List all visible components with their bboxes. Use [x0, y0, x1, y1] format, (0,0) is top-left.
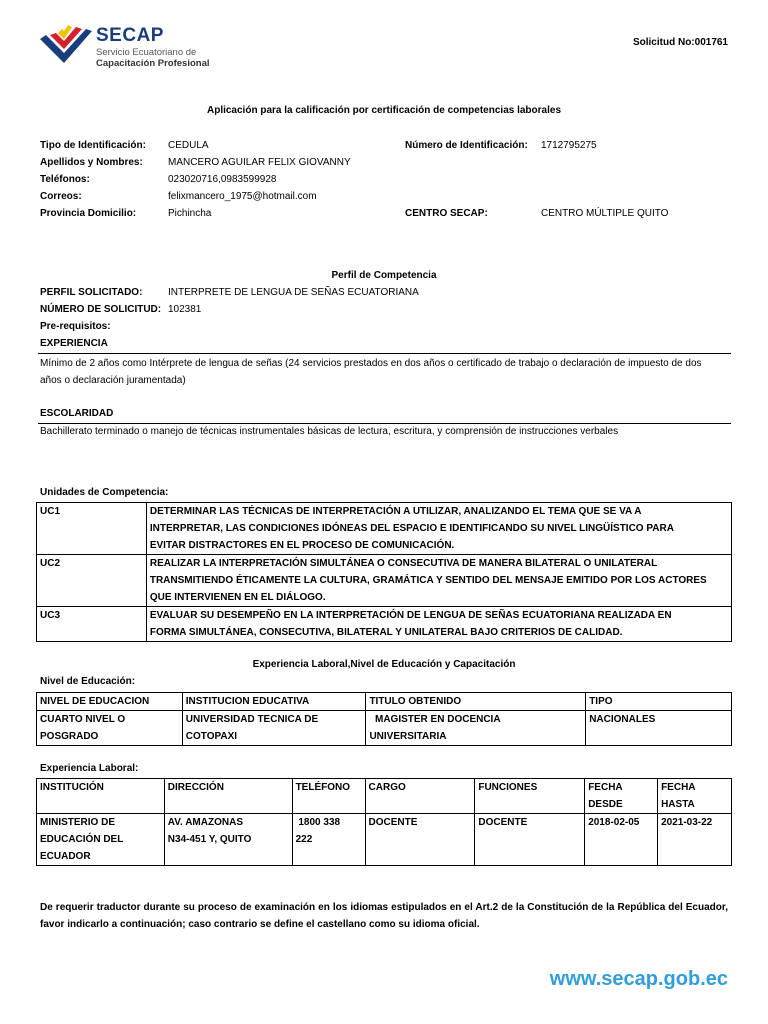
column-header: NIVEL DE EDUCACION	[37, 693, 183, 711]
column-header: CARGO	[365, 779, 475, 814]
provincia-label: Provincia Domicilio:	[40, 208, 137, 219]
nombres-label: Apellidos y Nombres:	[40, 157, 143, 168]
cell-line: POSGRADO	[40, 731, 99, 742]
experiencia-divider	[38, 353, 731, 354]
uc-description	[146, 555, 731, 607]
unidades-title: Unidades de Competencia:	[40, 487, 169, 498]
cell-line: COTOPAXI	[185, 731, 238, 742]
telefonos-label: Teléfonos:	[40, 174, 90, 185]
table-cell	[366, 711, 586, 746]
cell-line: NACIONALES	[589, 714, 656, 725]
experiencia-section-title: Experiencia Laboral,Nivel de Educación y Capacitación	[252, 659, 516, 670]
tipo-id-label: Tipo de Identificación:	[40, 140, 146, 151]
table-cell	[292, 814, 365, 866]
cell-line: UNIVERSIDAD TECNICA DE	[185, 714, 319, 725]
uc-line: FORMA SIMULTÁNEA, CONSECUTIVA, BILATERAL Y UNILATERAL BAJO CRITERIOS DE CALIDAD.	[149, 627, 623, 638]
uc-code: UC1	[37, 503, 147, 555]
centro-label: CENTRO SECAP:	[405, 208, 488, 219]
tipo-id-value: CEDULA	[168, 140, 209, 151]
experiencia-line-1: Mínimo de 2 años como Intérprete de lengua de señas (24 servicios prestados en dos años o certificado de trabajo o declaración de impuesto de dos	[40, 358, 702, 369]
cell-line: MAGISTER EN DOCENCIA	[369, 714, 501, 725]
column-header: TIPO	[586, 693, 732, 711]
num-id-value: 1712795275	[541, 140, 597, 151]
cell-line: EDUCACIÓN DEL	[40, 834, 124, 845]
table-row	[37, 711, 732, 746]
page-title: Aplicación para la calificación por certificación de competencias laborales	[206, 105, 562, 116]
perfil-section-title: Perfil de Competencia	[331, 270, 437, 281]
cell-line: DESDE	[588, 799, 623, 810]
centro-value: CENTRO MÚLTIPLE QUITO	[541, 208, 669, 219]
table-row	[37, 503, 732, 555]
translator-note: De requerir traductor durante su proceso de examinación en los idiomas estipulados en el Art.2 de la Constitución de la República del Ecuador, favor indicarlo a continuación; caso contrario se define el castellano como su idioma oficial.	[40, 902, 728, 930]
perfil-value: INTERPRETE DE LENGUA DE SEÑAS ECUATORIANA	[168, 287, 419, 298]
cell-line: 222	[295, 834, 313, 845]
brand-subtitle-1: Servicio Ecuatoriano de	[96, 47, 197, 58]
table-row	[37, 607, 732, 642]
uc-line: TRANSMITIENDO ÉTICAMENTE LA CULTURA, GRAMÁTICA Y SENTIDO DEL MENSAJE EMITIDO POR LOS ACTORES	[149, 575, 707, 586]
cell-line: ECUADOR	[40, 851, 91, 862]
correos-value: felixmancero_1975@hotmail.com	[168, 191, 317, 202]
escolaridad-value: Bachillerato terminado o manejo de técnicas instrumentales básicas de lectura, escritura, y comprensión de instrucciones verbales	[40, 426, 619, 437]
nivel-educacion-title: Nivel de Educación:	[40, 676, 136, 687]
table-header-row	[37, 779, 732, 814]
numero-solicitud-label: NÚMERO DE SOLICITUD:	[40, 304, 162, 315]
table-cell	[365, 814, 475, 866]
nivel-educacion-table	[36, 692, 732, 746]
column-header: FUNCIONES	[475, 779, 585, 814]
cell-line: 2021-03-22	[661, 817, 713, 828]
perfil-label: PERFIL SOLICITADO:	[40, 287, 143, 298]
table-cell	[586, 711, 732, 746]
experiencia-laboral-table	[36, 778, 732, 866]
uc-code: UC3	[37, 607, 147, 642]
uc-line: EVITAR DISTRACTORES EN EL PROCESO DE COMUNICACIÓN.	[149, 540, 455, 551]
table-cell	[37, 814, 165, 866]
uc-description	[146, 503, 731, 555]
cell-line: HASTA	[661, 799, 695, 810]
cell-line: FECHA	[661, 782, 696, 793]
secap-logo-icon	[38, 25, 94, 67]
table-cell	[585, 814, 658, 866]
uc-code: UC2	[37, 555, 147, 607]
table-cell	[475, 814, 585, 866]
escolaridad-label: ESCOLARIDAD	[40, 408, 114, 419]
solicitud-number: Solicitud No:001761	[632, 37, 728, 48]
correos-label: Correos:	[40, 191, 82, 202]
cell-line: N34-451 Y, QUITO	[167, 834, 252, 845]
column-header: INSTITUCIÓN	[37, 779, 165, 814]
uc-line: INTERPRETAR, LAS CONDICIONES IDÓNEAS DEL ESPACIO E IDENTIFICANDO SU NIVEL LINGÜÍSTICO PARA	[149, 523, 674, 534]
cell-line: AV. AMAZONAS	[167, 817, 243, 828]
cell-line: MINISTERIO DE	[40, 817, 116, 828]
cell-line: 1800 338	[295, 817, 341, 828]
website-link[interactable]: www.secap.gob.ec	[549, 968, 728, 990]
table-cell	[658, 814, 732, 866]
provincia-value: Pichincha	[168, 208, 212, 219]
table-cell	[37, 711, 183, 746]
cell-line: 2018-02-05	[588, 817, 640, 828]
column-header: DIRECCIÓN	[164, 779, 292, 814]
uc-line: DETERMINAR LAS TÉCNICAS DE INTERPRETACIÓN A UTILIZAR, ANALIZANDO EL TEMA QUE SE VA A	[149, 506, 642, 517]
numero-solicitud-value: 102381	[168, 304, 202, 315]
brand-name: SECAP	[96, 25, 164, 46]
table-header-row	[37, 693, 732, 711]
column-header: TELÉFONO	[292, 779, 365, 814]
table-cell	[164, 814, 292, 866]
cell-line: UNIVERSITARIA	[369, 731, 447, 742]
uc-line: REALIZAR LA INTERPRETACIÓN SIMULTÁNEA O CONSECUTIVA DE MANERA BILATERAL O UNILATERAL	[149, 558, 658, 569]
brand-subtitle-2: Capacitación Profesional	[96, 58, 210, 69]
uc-description	[146, 607, 731, 642]
uc-line: QUE INTERVIENEN EN EL DIÁLOGO.	[149, 592, 326, 603]
table-row	[37, 555, 732, 607]
table-cell	[182, 711, 366, 746]
secap-logo	[38, 25, 238, 70]
cell-line: DOCENTE	[478, 817, 528, 828]
uc-line: EVALUAR SU DESEMPEÑO EN LA INTERPRETACIÓN DE LENGUA DE SEÑAS ECUATORIANA REALIZADA EN	[149, 610, 672, 621]
experiencia-laboral-title: Experiencia Laboral:	[40, 763, 139, 774]
cell-line: FECHA	[588, 782, 623, 793]
experiencia-line-2: años o declaración juramentada)	[40, 375, 186, 386]
column-header	[585, 779, 658, 814]
telefonos-value: 023020716,0983599928	[168, 174, 277, 185]
experiencia-label: EXPERIENCIA	[40, 338, 108, 349]
column-header	[658, 779, 732, 814]
cell-line: DOCENTE	[368, 817, 418, 828]
num-id-label: Número de Identificación:	[405, 140, 528, 151]
prerequisitos-label: Pre-requisitos:	[40, 321, 111, 332]
table-row	[37, 814, 732, 866]
column-header: TITULO OBTENIDO	[366, 693, 586, 711]
nombres-value: MANCERO AGUILAR FELIX GIOVANNY	[168, 157, 351, 168]
column-header: INSTITUCION EDUCATIVA	[182, 693, 366, 711]
cell-line: CUARTO NIVEL O	[40, 714, 126, 725]
unidades-table	[36, 502, 732, 642]
